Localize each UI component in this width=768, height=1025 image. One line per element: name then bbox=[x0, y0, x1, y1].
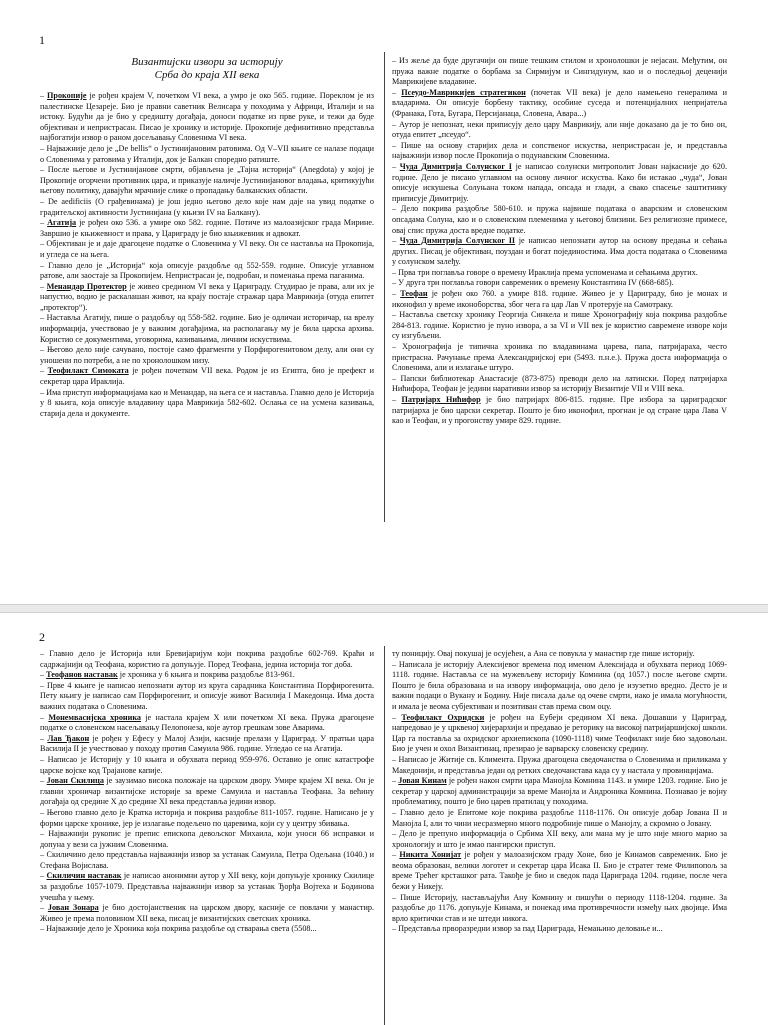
paragraph bbox=[392, 808, 727, 829]
column-divider bbox=[384, 646, 385, 1025]
paragraph-text: – Наставља Агатију, пише о раздобљу од 558-582. године. Био је одличан историчар, на врелу информација, учествовао је у важним догађајима, на располагању му је била царска архива. Користио се документима, уговорима, казивањима, личним искуствима. bbox=[40, 313, 374, 344]
paragraph bbox=[392, 141, 727, 162]
paragraph bbox=[40, 755, 374, 776]
source-name: Теофан bbox=[400, 289, 428, 299]
paragraph: – Чуда Димитрија Солунског I је написао солунски митрополит Јован најкасније до 620. године. Дело је писано углавном на основу личног искуства. Како би истакао „чуда“, Јован описује искушења Солуњана током напада, опсада и глади, а свако спасење заштитнику приписује Димитрију. bbox=[392, 161, 727, 203]
paragraph-text: – У друга три поглавља говори савременик о времену Константина IV (668-685). bbox=[392, 278, 674, 288]
document-page-2 bbox=[0, 612, 768, 1025]
paragraph bbox=[392, 924, 727, 935]
paragraph-text: – Пише на основу старијих дела и сопственог искуства, непристрасан је, и представља најважнији извор после Прокопија о подунавским Словенима. bbox=[392, 140, 727, 161]
source-name: Лав Ђакон bbox=[47, 733, 90, 743]
paragraph-text: је заузимао висока положаје на царском двору. Умире крајем XI века. Он је главни хроничар византијске историје за време Самуила и наставља Теофана. За већину догађаја од средине X до средине XI века представља једини извор. bbox=[40, 776, 375, 807]
source-name: Агатија bbox=[47, 218, 77, 228]
paragraph: – Теофилакт Симоката је рођен почетком VII века. Родом је из Египта, био је префект и секретар цара Ираклија. bbox=[40, 366, 374, 387]
paragraph-text: – Најважније дело је Хроника која покрива раздобље од стварања света (5508... bbox=[40, 924, 317, 934]
source-name: Теофилакт Охридски bbox=[401, 712, 485, 722]
paragraph-text: – Прве 4 књиге је написао непознати аутор из круга сарадника Константина Порфирогенита. Пету књигу је написао сам Порфирогенит, и описује живот Василија I Македонца. Има доста важних података о Словенима. bbox=[40, 680, 374, 711]
paragraph bbox=[40, 261, 374, 282]
paragraph bbox=[40, 345, 374, 366]
paragraph: – Агатија је рођен око 536. а умире око 582. године. Потиче из малоазијског града Мирине. Завршио је књижевност и права, у Цариграду је био књижевник и адвокат. bbox=[40, 218, 375, 238]
paragraph-text: је био достојанственик на царском двору, касније се повлачи у манастир. Живео је према половином XII века, писац је византијских светских хроника. bbox=[40, 903, 375, 923]
paragraph bbox=[392, 755, 727, 776]
paragraph bbox=[392, 204, 727, 236]
paragraph-text: – Најважнији рукопис је препис епископа девољског Михаила, који уноси 66 исправки и допуна у вези са јужним Словенима. bbox=[40, 829, 374, 849]
paragraph-text: – Написао је Житије св. Климента. Пружа драгоцена сведочанства о Словенима и приликама у Македонији, и представља један од ретких сведочанстава када су у настала у провинцијама. bbox=[392, 754, 727, 775]
paragraph-text: – Пише Историју, настављајући Ану Комнину и пишући о периоду 1118-1204. године. За раздобље до 1176. допуњује Кинама, и понекад има противречности између њих двојице. Има врло критички став и не штеди никога. bbox=[392, 892, 727, 923]
paragraph-text: је рођен почетком VII века. Родом је из Египта, био је префект и секретар цара Ираклија. bbox=[40, 366, 374, 387]
paragraph-text: – Главно дело је „Историја“ која описује раздобље од 552-559. године. Описује углавном ратове, али заостаје за Прокопијем. Непристрасан је, подробан, и поменања према паганима. bbox=[40, 260, 374, 281]
paragraph bbox=[392, 829, 727, 850]
source-name: Јован Зонара bbox=[47, 903, 99, 913]
paragraph-text: – Главно дело је Историја или Бревијаријум који покрива раздобље 602-769. Краћи и садржајнији од Теофана, користио га допуњује. Поред Теофана, једина историја тог доба. bbox=[40, 649, 374, 669]
paragraph: – Монемвасијска хроника је настала крајем X или почетком XI века. Пружа драгоцене податке о словенском насељавању Пелопонеза, које аутор грешкам зове Аварима. bbox=[40, 712, 375, 733]
left-column bbox=[40, 649, 374, 935]
source-name: Јован Кинам bbox=[398, 776, 447, 786]
paragraph: – Теофанов наставак је хроника у 6 књига и покрива раздобље 813-961. bbox=[40, 670, 295, 680]
paragraph: – Јован Скилица је заузимао висока положаје на царском двору. Умире крајем XI века. Он је главни хроничар византијске историје за време Самуила и наставља Теофана. За већину догађаја од средине X до средине XI века представља једини извор. bbox=[40, 776, 375, 807]
paragraph bbox=[40, 829, 374, 850]
paragraph: – Јован Кинам је рођен након смрти цара Манојла Комнина 1143. и умире 1203. године. Био је секретар у царској администрацији за време Манојла и Андроника Комнина. Познавао је војну проблематику, пошто је био царев пратилац у походима. bbox=[392, 776, 727, 807]
paragraph-text: – Написао је Историју у 10 књига и обухвата период 959-976. Оставио је опис катастрофе царске војске код Трајанове капије. bbox=[40, 754, 374, 775]
column-divider bbox=[384, 52, 385, 522]
paragraph bbox=[392, 649, 727, 660]
source-name: Чуда Димитрија Солунског I bbox=[399, 161, 512, 171]
paragraph-text: је хроника у 6 књига и покрива раздобље 813-961. bbox=[117, 670, 295, 680]
source-name: Никита Хонијат bbox=[399, 850, 462, 860]
paragraph: – Никита Хонијат је рођен у малоазијском граду Хоне, био је Кинамов савременик. Био је веома образован, велики логотет и секретар цара Исака II. Био је стратег теме Филипопољ за време Трећег крсташког рата. Такође је био и сведок пада Цариграда 1204. године, после чега бежи у Никеју. bbox=[392, 850, 728, 892]
paragraph bbox=[392, 268, 727, 279]
paragraph bbox=[40, 144, 374, 165]
paragraph-text: – Хронографија је типична хроника по владавинама царева, папа, патријараха, често пристрасна. Рачунање према Александријској ери (5493. п.н.е.). Пружа доста информација о Словенима, али и излагање штуро. bbox=[392, 342, 727, 373]
paragraph: – Јован Зонара је био достојанственик на царском двору, касније се повлачи у манастир. Живео је према половином XII века, писац је византијских светских хроника. bbox=[40, 903, 375, 923]
page-number: 1 bbox=[39, 33, 45, 47]
paragraph: – Менандар Протектор је живео средином VI века у Цариграду. Студирао је права, али их је напустио, водио је раскалашан живот, на крају постаје стражар цара Маврикија (отуда епитет „протектор“). bbox=[40, 281, 375, 312]
paragraph bbox=[40, 850, 374, 871]
paragraph-text: – Из жеље да буде другачији он пише тешким стилом и хронолошки је нејасан. Међутим, он пружа важне податке о борбама за Сирмијум и Сингидунум, као и о последњој деценији Маврикијеве владавине. bbox=[392, 56, 727, 87]
title-line-1: Византијски извори за историју bbox=[131, 56, 283, 68]
paragraph bbox=[392, 56, 727, 88]
paragraph: – Патријарх Нићифор је био патријарх 806-815. године. Пре избора за цариградског патријарха је био царски секретар. Пошто је био иконофил, прогнан је од стране цара Лава V као и Теофан, и у прогонству умире 829. године. bbox=[392, 395, 728, 426]
source-name: Јован Скилица bbox=[46, 776, 104, 786]
paragraph-text: је рођен у малоазијском граду Хоне, био је Кинамов савременик. Био је веома образован, велики логотет и секретар цара Исака II. Био је стратег теме Филипопољ за време Трећег крсташког рата. Такође је био и сведок пада Цариграда 1204. године, после чега бежи у Никеју. bbox=[392, 850, 728, 892]
paragraph bbox=[40, 239, 374, 260]
paragraph-text: – Објективан је и даје драгоцене податке о Словенима у VI веку. Он се наставља на Прокопија, и угледа се на њега. bbox=[40, 239, 374, 259]
paragraph-text: је рођен након смрти цара Манојла Комнина 1143. и умире 1203. године. Био је секретар у царској администрацији за време Манојла и Андроника Комнина. Познавао је војну проблематику, пошто је био царев пратилац у походима. bbox=[392, 776, 727, 807]
title-line-2: Срба до краја XII века bbox=[154, 69, 260, 81]
source-name: Теофилакт Симоката bbox=[47, 366, 129, 376]
document-title bbox=[40, 56, 374, 82]
paragraph-text: је рођен на Еубеји средином XI века. Дошавши у Цариград, напредовао је у црквеној хијерархији и предавао је реторику на високој патријаршијској школи. Цар га поставља за охридског архиепископа (1090-1118) чиме Теофилакт није био задовољан. Био је учен и охол Византинац, презирао је варварску словенску средину. bbox=[392, 712, 727, 754]
paragraph: – Скиличин наставак је написао анонимни аутор у XII веку, који допуњује хронику Скилице за раздобље 1057-1079. Представља најважнији извор за устанак Ђорђа Војтеха и Бодинова учешћа у њему. bbox=[40, 871, 375, 902]
paragraph bbox=[40, 313, 374, 345]
paragraph-text: – После његове и Јустинијанове смрти, објављена је „Тајна историја“ (Anegdota) у којој је Прокопије огорчени противник цара, и приказује наличје Јустинијановог владања, критикујући његову политику, давајући мрачније слике о пропадању балканских области. bbox=[40, 165, 374, 196]
source-name: Скиличин наставак bbox=[46, 871, 122, 881]
paragraph-text: је написао солунски митрополит Јован најкасније до 620. године. Дело је писано углавном на основу личног искуства. Како би истакао „чуда“, Јован описује искушења Солуњана током напада, опсада и глади, а свако спасење заштитнику приписује Димитрију. bbox=[392, 161, 727, 203]
paragraph-text: је рођен у Ефесу у Малој Азији, касније прелази у Цариград. У пратњи цара Василија II је учествовао у походу против Самуила 986. године. Угледао се на Агатија. bbox=[40, 733, 374, 754]
paragraph-text: ту поницију. Овај покушај је осујећен, а Ана се повукла у манастир где пише историју. bbox=[392, 649, 695, 658]
paragraph-text: – Најважније дело је „De bellis“ о Јустинијановим ратовима. Од V–VII књиге се налазе подаци о Словенима у ратовима у Италији, док је Балкан споредно ратиште. bbox=[40, 143, 374, 164]
paragraph-text: – Дело покрива раздобље 580-610. и пружа највише података о аварским и словенским опсадама Солуна, као и о словенским племенима у његовој близини. Без религиозне примесе, овај спис пружа доста вредне податке. bbox=[392, 204, 727, 235]
paragraph: – Теофилакт Охридски је рођен на Еубеји средином XI века. Дошавши у Цариград, напредовао је у црквеној хијерархији и предавао је реторику на високој патријаршијској школи. Цар га поставља за охридског архиепископа (1090-1118) чиме Теофилакт није био задовољан. Био је учен и охол Византинац, презирао је варварску словенску средину. bbox=[392, 712, 727, 754]
paragraph-text: (почетак VII века) је дело намењено генералима и владарима. Он описује борбену тактику, особине суседа и потенцијалних непријатеља (Франака, Гота, Бугара, Персијанаца, Словена, Авара...) bbox=[392, 87, 728, 118]
paragraph bbox=[40, 681, 374, 713]
paragraph-text: – Наставља светску хронику Георгија Синкела и пише Хронографију која покрива раздобље 284-813. године. Користио је пуно извора, а за VI и VII век је користио савремене изворе који су изгубљени. bbox=[392, 310, 727, 341]
left-column bbox=[40, 56, 374, 419]
paragraph bbox=[40, 808, 374, 829]
source-name: Патријарх Нићифор bbox=[401, 395, 481, 404]
paragraph-text: – Папски библиотекар Анастасије (873-875) преводи дело на латински. Поред патријарха Нићифора, Теофан је једини наративни извор за историју Византије VII и VIII века. bbox=[392, 373, 727, 394]
paragraph: – Лав Ђакон је рођен у Ефесу у Малој Азији, касније прелази у Цариград. У пратњи цара Василија II је учествовао у походу против Самуила 986. године. Угледао се на Агатија. bbox=[40, 733, 374, 754]
source-name: Теофанов наставак bbox=[46, 670, 118, 680]
paragraph bbox=[392, 374, 727, 395]
paragraph-text: је рођен око 760. а умире 818. године. Живео је у Цариграду, био је монах и иконофил у време иконоборства, због чега га цар Лав V протерује на Самотраку. bbox=[392, 289, 727, 309]
paragraph-text: је рођен крајем V, почетком VI века, а умро је око 565. године. Пореклом је из палестинске Цезареје. Био је правни саветник Велисара у походима у Африци, Италији и на истоку. Будући да је био у средишту догађаја, доноси податке из прве руке, и тежи да буде објективан и непристрасан. Писао је хронику и историје. Прокопије дефинитивно представља најбогатији извор о раном досељавању Словенима VI века. bbox=[40, 91, 375, 143]
source-name: Менандар Протектор bbox=[46, 281, 127, 291]
paragraph-text: – Написала је историју Алексијевог времена под именом Алексијада и обухвата период 1069-1118. године. Наставља се на мужевљеву историју Комнина (од 1057.) после његове смрти. Пошто је била образована и на извору информација, ово дело је изузетно вредно. Десто је и важни подаци о Вукану и Бодину. Није писала даље од очеве смрти, иако је имала могућности, и имала је веома субјективан и позитиван став према свом оцу. bbox=[392, 659, 727, 711]
paragraph: – Теофан је рођен око 760. а умире 818. године. Живео је у Цариграду, био је монах и иконофил у време иконоборства, због чега га цар Лав V протерује на Самотраку. bbox=[392, 289, 727, 309]
paragraph bbox=[40, 924, 374, 935]
source-name: Псеудо-Маврикијев стратегикон bbox=[401, 87, 526, 97]
paragraph: – Псеудо-Маврикијев стратегикон (почетак VII века) је дело намењено генералима и владарима. Он описује борбену тактику, особине суседа и потенцијалних непријатеља (Франака, Гота, Бугара, Персијанаца, Словена, Авара...) bbox=[392, 87, 728, 118]
paragraph bbox=[40, 165, 374, 197]
paragraph-text: – Аутор је непознат, неки приписују дело цару Маврикију, али није доказано да је то био он, отуда епитет „псеудо“. bbox=[392, 119, 727, 140]
paragraph-text: је рођен око 536. а умире око 582. године. Потиче из малоазијског града Мирине. Завршио је књижевност и права, у Цариграду је био књижевник и адвокат. bbox=[40, 218, 375, 238]
paragraph-text: – Дело је препуно информација о Србима XII веку, али мана му је што није много марио за хронологију и што је имао пангирски приступ. bbox=[392, 829, 727, 849]
paragraph-text: – Има приступ информацијама као и Менандар, на њега се и наставља. Главно дело је Историја у 8 књига, која описује владавину цара Маврикија 582-602. Ослања се на усмена казивања, старија дела и документе. bbox=[40, 387, 374, 418]
paragraph-text: – Прва три поглавља говоре о времену Ираклија према успоменама и сећањима других. bbox=[392, 267, 698, 277]
paragraph-text: – Његово дело није сачувано, постоје само фрагменти у Порфирогенитовом делу, али они су уношени по потреби, а не по хронолошком низу. bbox=[40, 345, 374, 365]
paragraph-text: – Скиличино дело представља најважнији извор за устанак Самуила, Петра Одељана (1040.) и Стефана Војислава. bbox=[40, 850, 374, 870]
paragraph bbox=[40, 388, 374, 420]
paragraph bbox=[40, 649, 374, 670]
paragraph-text: је написао анонимни аутор у XII веку, који допуњује хронику Скилице за раздобље 1057-1079. Представља најважнији извор за устанак Ђорђа Војтеха и Бодинова учешћа у њему. bbox=[40, 871, 375, 902]
paragraph-text: је био патријарх 806-815. године. Пре избора за цариградског патријарха је био царски секретар. Пошто је био иконофил, прогнан је од стране цара Лава V као и Теофан, и у прогонству умире 829. године. bbox=[392, 395, 728, 426]
paragraph bbox=[392, 278, 727, 289]
paragraph-text: је написао непознати аутор на основу предања и сећања других. Писац је објективан, поуздан и богат појединостима. Има доста података о Словенима у солунском залеђу. bbox=[392, 236, 727, 267]
paragraph bbox=[392, 893, 727, 925]
paragraph-text: је настала крајем X или почетком XI века. Пружа драгоцене податке о словенском насељавању Пелопонеза, које аутор грешкам зове Аварима. bbox=[40, 712, 375, 733]
source-name: Прокопије bbox=[47, 91, 87, 100]
right-column bbox=[392, 649, 727, 935]
source-name: Чуда Димитрија Солунског II bbox=[399, 236, 516, 246]
paragraph bbox=[392, 310, 727, 342]
right-column bbox=[392, 56, 727, 427]
paragraph bbox=[392, 120, 727, 141]
paragraph bbox=[40, 197, 374, 218]
paragraph-text: је живео средином VI века у Цариграду. Студирао је права, али их је напустио, водио је раскалашан живот, на крају постаје стражар цара Маврикија (отуда епитет „протектор“). bbox=[40, 281, 375, 312]
source-name: Монемвасијска хроника bbox=[48, 712, 142, 722]
paragraph-text: – De aedificiis (О грађевинама) је још једно његово дело које нам даје на увид податке о градитељској активности Јустинијана (у књизи IV на Балкану). bbox=[40, 196, 374, 217]
page-number: 2 bbox=[39, 630, 45, 644]
paragraph-text: – Представља прворазредни извор за пад Цариграда, Немањино деловање и... bbox=[392, 924, 663, 934]
paragraph: – Чуда Димитрија Солунског II је написао непознати аутор на основу предања и сећања других. Писац је објективан, поуздан и богат појединостима. Има доста података о Словенима у солунском залеђу. bbox=[392, 236, 727, 267]
paragraph bbox=[392, 342, 727, 374]
paragraph: – Прокопије је рођен крајем V, почетком VI века, а умро је око 565. године. Пореклом је из палестинске Цезареје. Био је правни саветник Велисара у походима у Африци, Италији и на истоку. Будући да је био у средишту догађаја, доноси податке из прве руке, и тежи да буде објективан и непристрасан. Писао је хронику и историје. Прокопије дефинитивно представља најбогатији извор о раном досељавању Словенима VI века. bbox=[40, 91, 375, 143]
paragraph-text: – Његово главно дело је Кратка историја и покрива раздобље 811-1057. године. Написано је у форми царске хронике, јер је излагање подељено по царевима, који су у центру збивања. bbox=[40, 807, 374, 828]
paragraph-text: – Главно дело је Епитоме које покрива раздобље 1118-1176. Он описује добар Јована II и Манојла I, али то чини несразмерно много подробније пише о Манојлу, а скромно о Јовану. bbox=[392, 807, 727, 828]
paragraph bbox=[392, 660, 727, 713]
